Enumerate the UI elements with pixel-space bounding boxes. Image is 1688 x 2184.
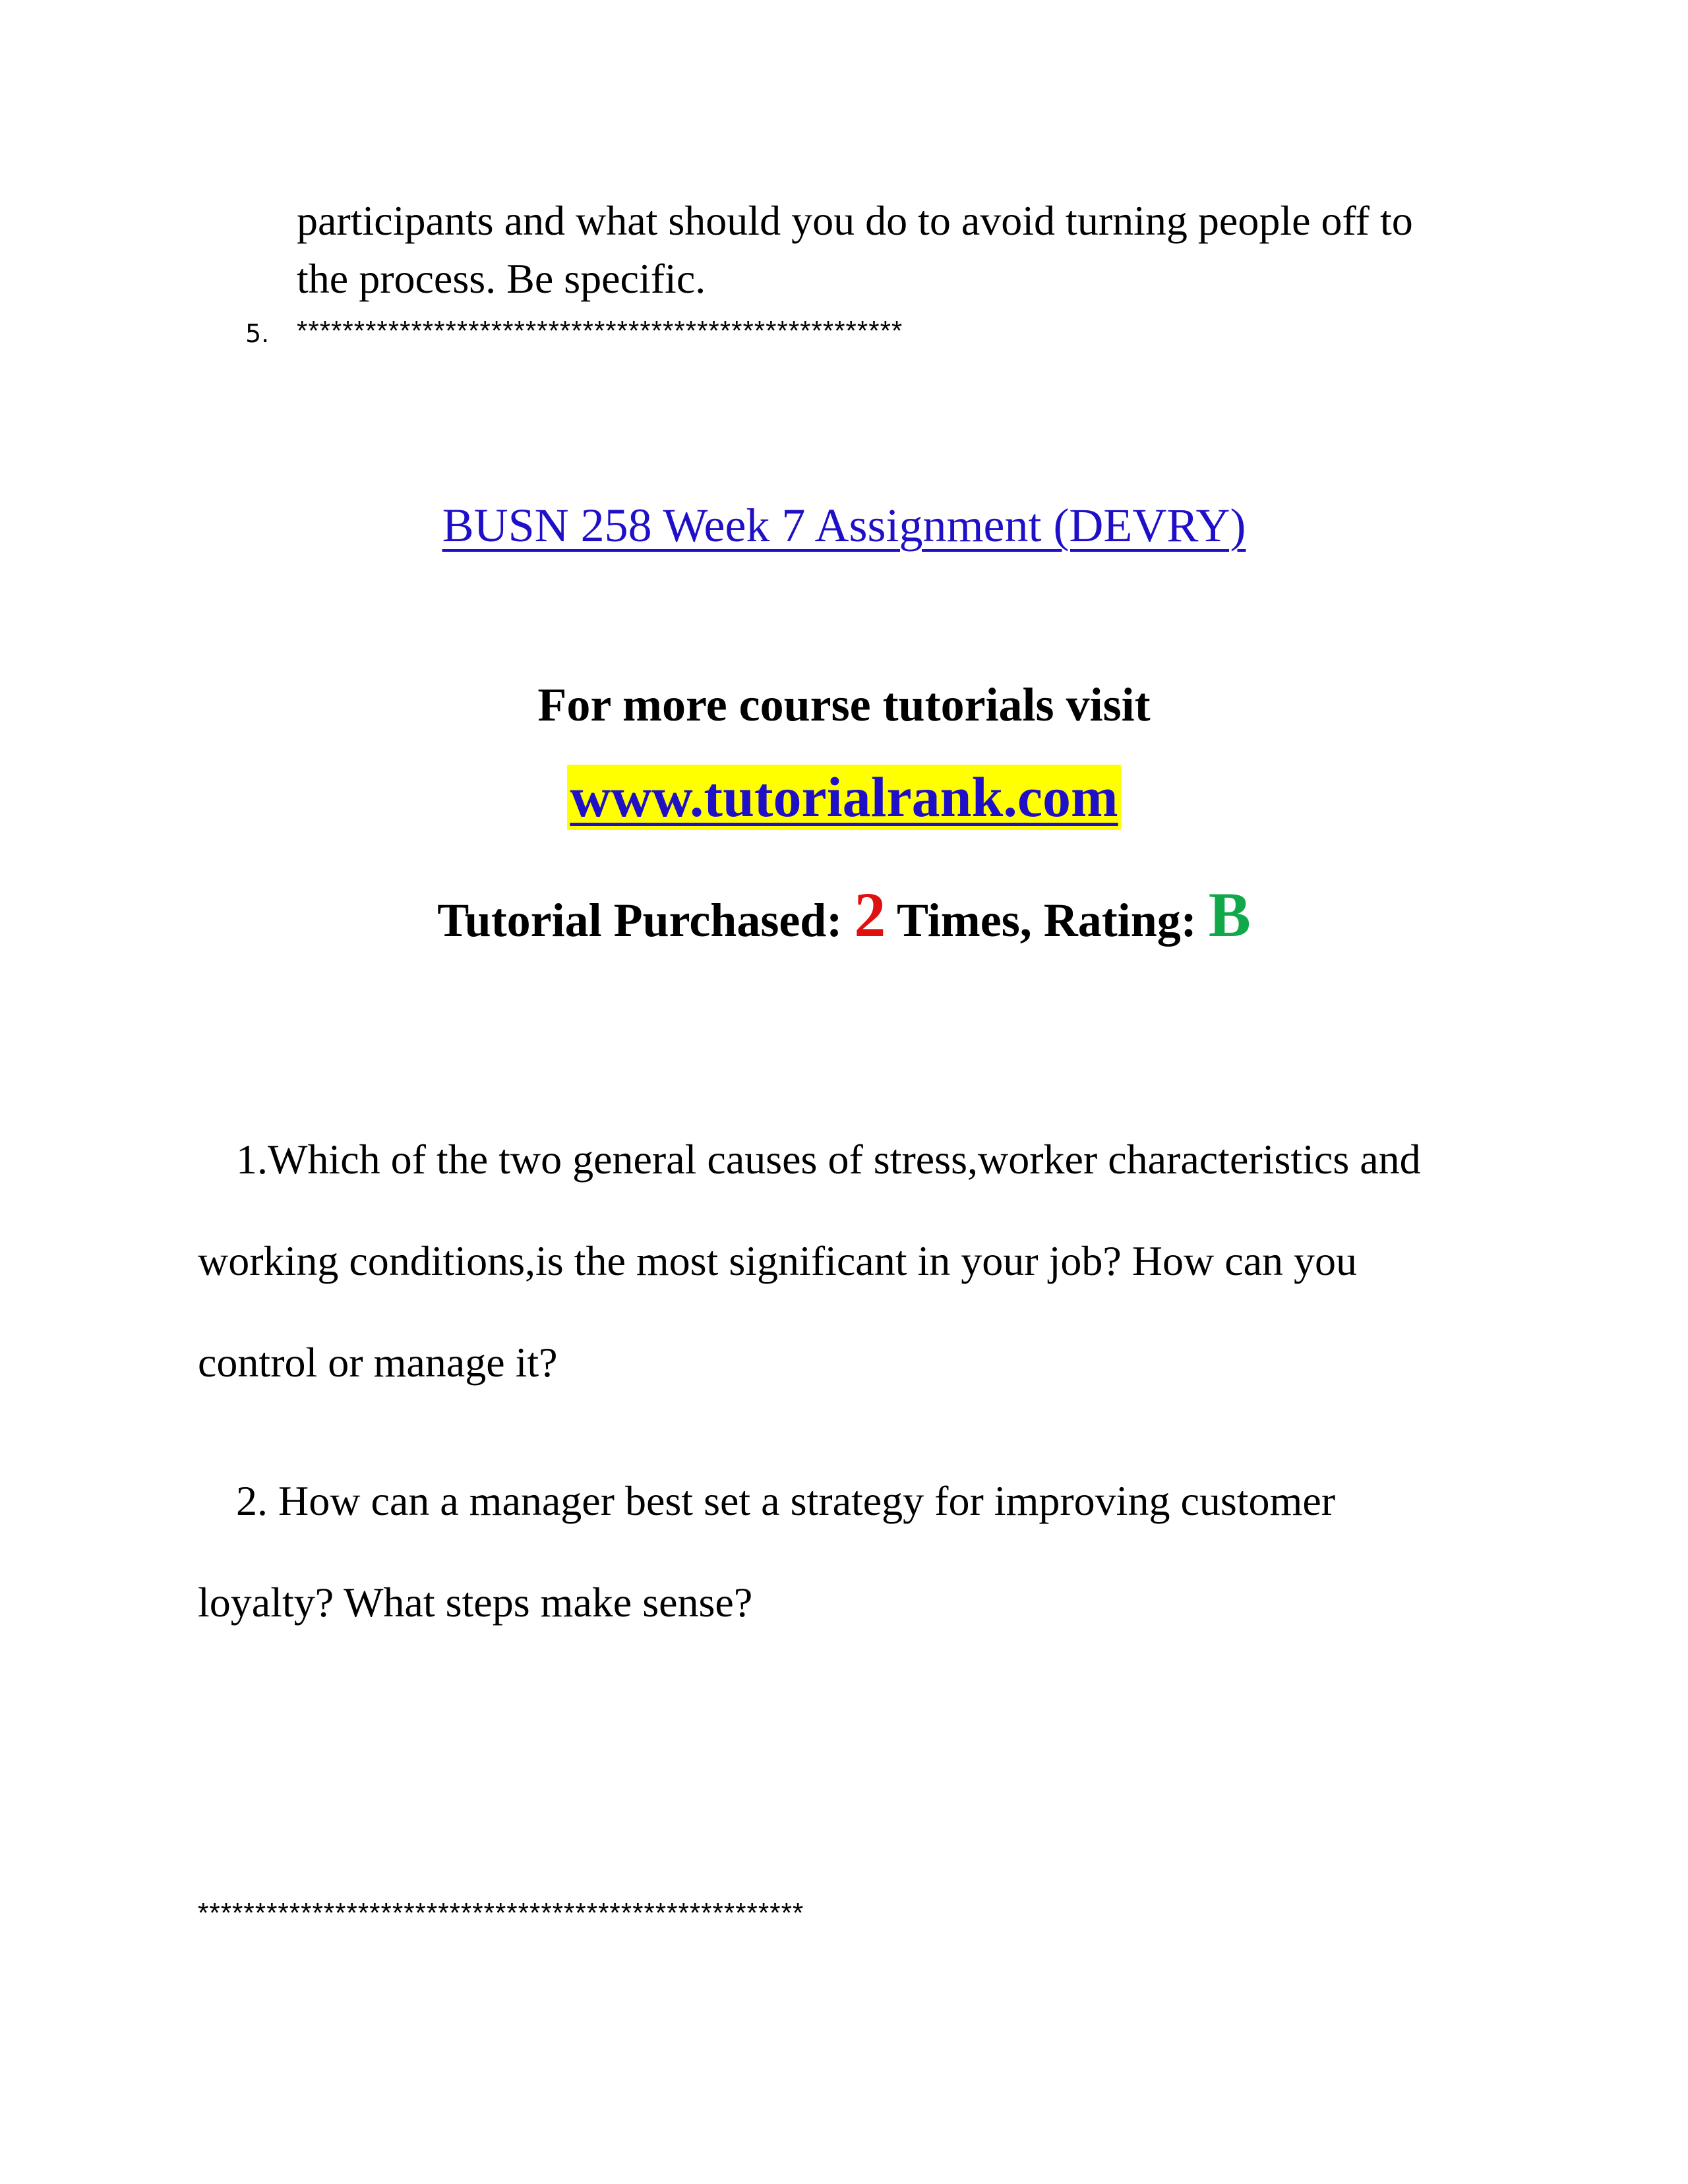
separator-top: *****************************************************: [297, 315, 903, 346]
list-marker: 5.: [245, 319, 270, 348]
rating-grade: B: [1208, 879, 1251, 950]
question-1-line-2: working conditions,is the most significant in your job? How can you: [198, 1237, 1357, 1284]
separator-bottom: *****************************************************: [198, 1897, 804, 1928]
purchase-rating-row: [0, 878, 1688, 951]
tutorialrank-link[interactable]: www.tutorialrank.com: [567, 765, 1120, 830]
times-rating-label: Times, Rating:: [897, 894, 1197, 947]
assignment-title-link[interactable]: BUSN 258 Week 7 Assignment (DEVRY): [442, 499, 1246, 552]
question-1-line-1: 1.Which of the two general causes of stress,worker characteristics and: [236, 1136, 1421, 1183]
continuation-line-1: participants and what should you do to avoid turning people off to: [297, 197, 1413, 244]
title-row: [0, 498, 1688, 553]
promo-heading: For more course tutorials visit: [537, 678, 1151, 731]
purchased-count: 2: [854, 879, 886, 950]
question-2-line-2: loyalty? What steps make sense?: [198, 1579, 753, 1626]
promo-url-row: [0, 765, 1688, 830]
question-1-line-3: control or manage it?: [198, 1339, 558, 1386]
purchased-label: Tutorial Purchased:: [437, 894, 843, 947]
question-2-line-1: 2. How can a manager best set a strategy for improving customer: [236, 1477, 1336, 1524]
continuation-line-2: the process. Be specific.: [297, 255, 706, 302]
